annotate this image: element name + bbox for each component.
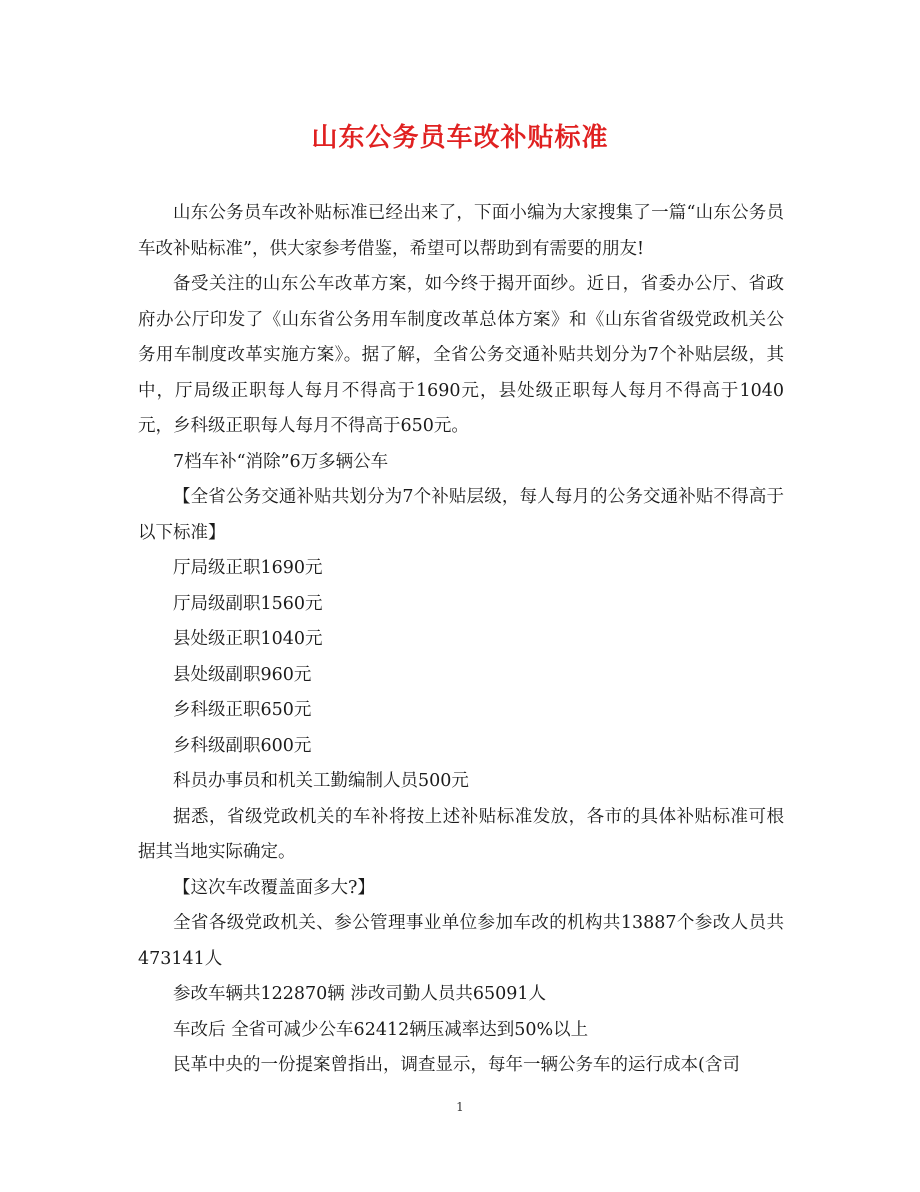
paragraph: 民革中央的一份提案曾指出，调查显示，每年一辆公务车的运行成本(含司 [173, 1055, 740, 1075]
paragraph: 科员办事员和机关工勤编制人员500元 [173, 771, 469, 791]
paragraph: 乡科级正职650元 [173, 700, 312, 720]
paragraph: 全省各级党政机关、参公管理事业单位参加车改的机构共13887个参改人员共473141人 [138, 913, 784, 969]
paragraph: 7档车补“消除”6万多辆公车 [173, 451, 389, 472]
paragraph: 乡科级副职600元 [173, 735, 312, 756]
document-title: 山东公务员车改补贴标准 [311, 123, 609, 153]
paragraph: 县处级副职960元 [173, 664, 312, 685]
paragraph: 车改后 全省可减少公车62412辆压减率达到50%以上 [173, 1019, 589, 1040]
paragraph: 山东公务员车改补贴标准已经出来了，下面小编为大家搜集了一篇“山东公务员车改补贴标准”，供大家参考借鉴，希望可以帮助到有需要的朋友! [138, 203, 784, 259]
document-body [138, 196, 784, 1084]
page-number: 1 [456, 1100, 464, 1114]
paragraph: 参改车辆共122870辆 涉改司勤人员共65091人 [173, 984, 547, 1004]
paragraph: 厅局级副职1560元 [173, 593, 323, 614]
paragraph: 备受关注的山东公车改革方案，如今终于揭开面纱。近日，省委办公厅、省政府办公厅印发了《山东省公务用车制度改革总体方案》和《山东省省级党政机关公务用车制度改革实施方案》。据了解，全省公务交通补贴共划分为7个补贴层级，其中，厅局级正职每人每月不得高于1690元，县处级正职每人每月不得高于1040元，乡科级正职每人每月不得高于650元。 [138, 274, 784, 436]
paragraph: 据悉，省级党政机关的车补将按上述补贴标准发放，各市的具体补贴标准可根据其当地实际确定。 [138, 806, 784, 862]
paragraph: 县处级正职1040元 [173, 629, 323, 649]
paragraph: 【这次车改覆盖面多大?】 [173, 877, 375, 898]
paragraph: 【全省公务交通补贴共划分为7个补贴层级，每人每月的公务交通补贴不得高于以下标准】 [138, 487, 784, 543]
paragraph: 厅局级正职1690元 [173, 558, 323, 578]
